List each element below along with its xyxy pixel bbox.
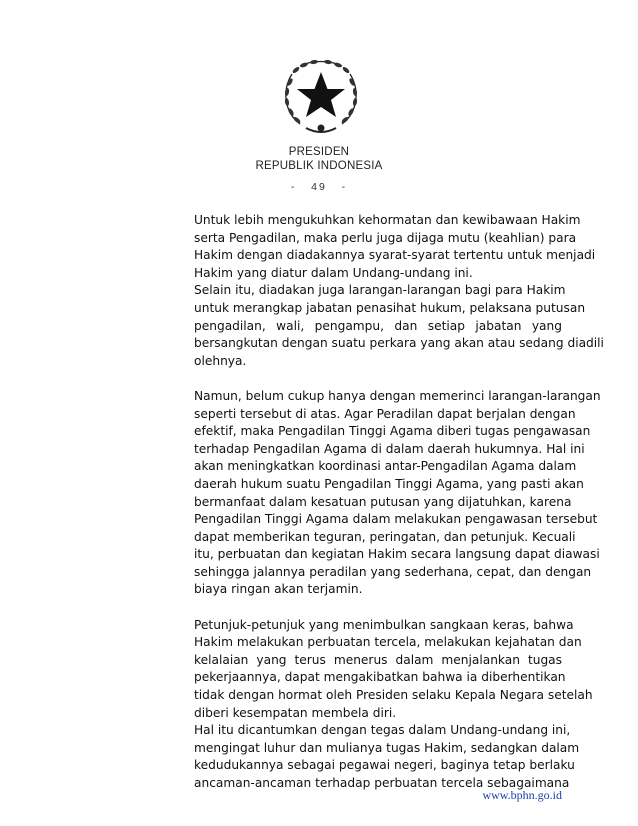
text-line: Hakim yang diatur dalam Undang-undang ini. bbox=[194, 265, 473, 280]
text-line: diberi kesempatan membela diri. bbox=[194, 705, 397, 720]
text-line: bersangkutan dengan suatu perkara yang akan atau sedang diadili bbox=[194, 336, 604, 351]
text-line: pengadilan, wali, pengampu, dan setiap jabatan yang bbox=[194, 318, 562, 333]
text-line: seperti tersebut di atas. Agar Peradilan dapat berjalan dengan bbox=[194, 406, 576, 421]
text-line: bermanfaat dalam kesatuan putusan yang dijatuhkan, karena bbox=[194, 494, 572, 509]
text-line: mengingat luhur dan mulianya tugas Hakim, sedangkan dalam bbox=[194, 740, 580, 755]
text-line: Hakim melakukan perbuatan tercela, melakukan kejahatan dan bbox=[194, 635, 582, 650]
text-line: efektif, maka Pengadilan Tinggi Agama diberi tugas pengawasan bbox=[194, 424, 591, 439]
letterhead-subtitle: REPUBLIK INDONESIA bbox=[255, 160, 383, 172]
text-line: Pengadilan Tinggi Agama dalam melakukan pengawasan tersebut bbox=[194, 512, 598, 527]
text-line: sehingga jalannya peradilan yang sederhana, cepat, dan dengan bbox=[194, 564, 592, 579]
text-line: kedudukannya sebagai pegawai negeri, baginya tetap berlaku bbox=[194, 758, 575, 773]
text-line: Namun, belum cukup hanya dengan memerinci larangan-larangan bbox=[194, 388, 601, 403]
text-line: terhadap Pengadilan Agama di dalam daerah hukumnya. Hal ini bbox=[194, 441, 585, 456]
text-line: biaya ringan akan terjamin. bbox=[194, 582, 363, 597]
text-line: serta Pengadilan, maka perlu juga dijaga mutu (keahlian) para bbox=[194, 230, 577, 245]
paragraph-gap bbox=[194, 370, 562, 388]
document-body bbox=[194, 212, 604, 793]
letterhead-title: PRESIDEN bbox=[288, 146, 350, 158]
text-line: olehnya. bbox=[194, 353, 247, 368]
footer-link[interactable]: www.bphn.go.id bbox=[482, 788, 562, 802]
text-line: Selain itu, diadakan juga larangan-larangan bagi para Hakim bbox=[194, 283, 566, 298]
text-line: itu, perbuatan dan kegiatan Hakim secara langsung dapat diawasi bbox=[194, 547, 600, 562]
text-line: ancaman-ancaman terhadap perbuatan tercela sebagaimana bbox=[194, 776, 570, 790]
text-line: untuk merangkap jabatan penasihat hukum, pelaksana putusan bbox=[194, 300, 586, 315]
text-line: Petunjuk-petunjuk yang menimbulkan sangkaan keras, bahwa bbox=[194, 617, 574, 632]
text-line: kelalaian yang terus menerus dalam menjalankan tugas bbox=[194, 652, 562, 667]
text-line: dapat memberikan teguran, peringatan, dan petunjuk. Kecuali bbox=[194, 529, 576, 544]
text-line: akan meningkatkan koordinasi antar-Pengadilan Agama dalam bbox=[194, 459, 577, 474]
text-line: Hakim dengan diadakannya syarat-syarat tertentu untuk menjadi bbox=[194, 248, 596, 263]
text-line: tidak dengan hormat oleh Presiden selaku Kepala Negara setelah bbox=[194, 688, 593, 703]
text-line: daerah hukum suatu Pengadilan Tinggi Agama, yang pasti akan bbox=[194, 476, 584, 491]
page-number: - 49 - bbox=[290, 181, 348, 193]
text-line: Untuk lebih mengukuhkan kehormatan dan kewibawaan Hakim bbox=[194, 213, 581, 227]
text-line: Hal itu dicantumkan dengan tegas dalam Undang-undang ini, bbox=[194, 723, 571, 738]
text-line: pekerjaannya, dapat mengakibatkan bahwa ia diberhentikan bbox=[194, 670, 566, 685]
paragraph-gap bbox=[194, 599, 562, 617]
garuda-star-emblem-icon bbox=[278, 56, 364, 138]
